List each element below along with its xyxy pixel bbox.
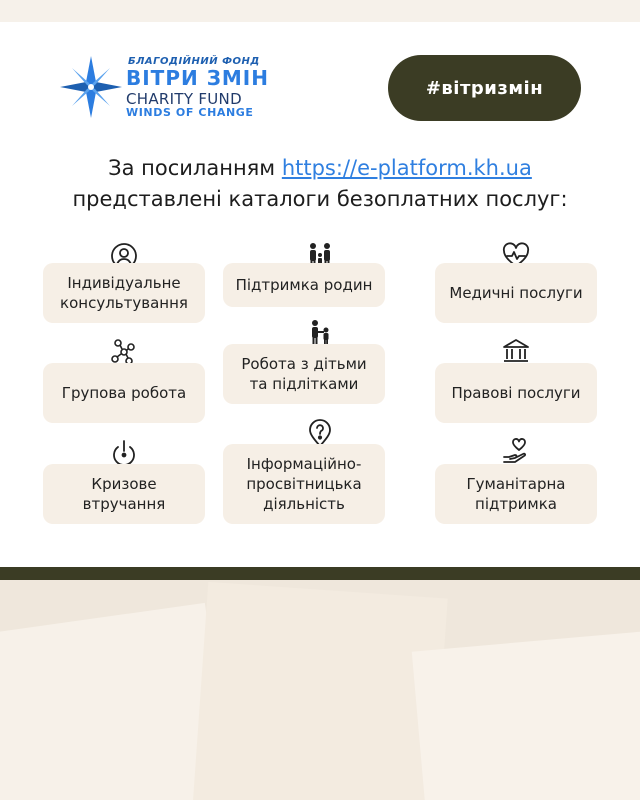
headline	[0, 153, 640, 215]
logo-line-4: WINDS OF CHANGE	[126, 106, 254, 119]
service-tile-group[interactable]	[43, 363, 205, 423]
service-tile-individual[interactable]	[43, 263, 205, 323]
alert-icon	[109, 437, 139, 467]
service-label: Робота з дітьми та підлітками	[241, 355, 367, 393]
compass-star-icon	[58, 54, 124, 120]
bottom-decoration	[0, 580, 640, 800]
logo-line-3: CHARITY FUND	[126, 90, 242, 108]
logo-line-1: БЛАГОДІЙНИЙ ФОНД	[128, 56, 260, 67]
service-label: Інформаційно-просвітницька діяльність	[246, 455, 362, 513]
top-strip	[0, 0, 640, 22]
service-label: Кризове втручання	[82, 475, 166, 513]
service-label: Медичні послуги	[449, 284, 583, 302]
service-tile-information[interactable]	[223, 444, 385, 524]
logo-line-2: ВІТРИ ЗМІН	[126, 66, 269, 90]
service-tile-humanitarian[interactable]	[435, 464, 597, 524]
headline-line-2: представлені каталоги безоплатних послуг:	[72, 187, 568, 211]
charity-logo	[58, 54, 268, 124]
service-label: Правові послуги	[451, 384, 581, 402]
service-label: Групова робота	[61, 384, 187, 402]
service-tile-crisis[interactable]	[43, 464, 205, 524]
service-tile-children[interactable]	[223, 344, 385, 404]
headline-prefix: За посиланням	[108, 156, 282, 180]
service-tile-medical[interactable]	[435, 263, 597, 323]
divider-band	[0, 567, 640, 580]
heart-hand-icon	[501, 437, 531, 467]
service-label: Гуманітарна підтримка	[466, 475, 566, 513]
service-label: Індивідуальне консультування	[60, 274, 188, 312]
hashtag-badge: #вітризмін	[388, 55, 581, 121]
service-tile-legal[interactable]	[435, 363, 597, 423]
service-tile-family[interactable]	[223, 263, 385, 307]
service-label: Підтримка родин	[235, 276, 373, 294]
platform-link[interactable]: https://e-platform.kh.ua	[281, 156, 532, 180]
